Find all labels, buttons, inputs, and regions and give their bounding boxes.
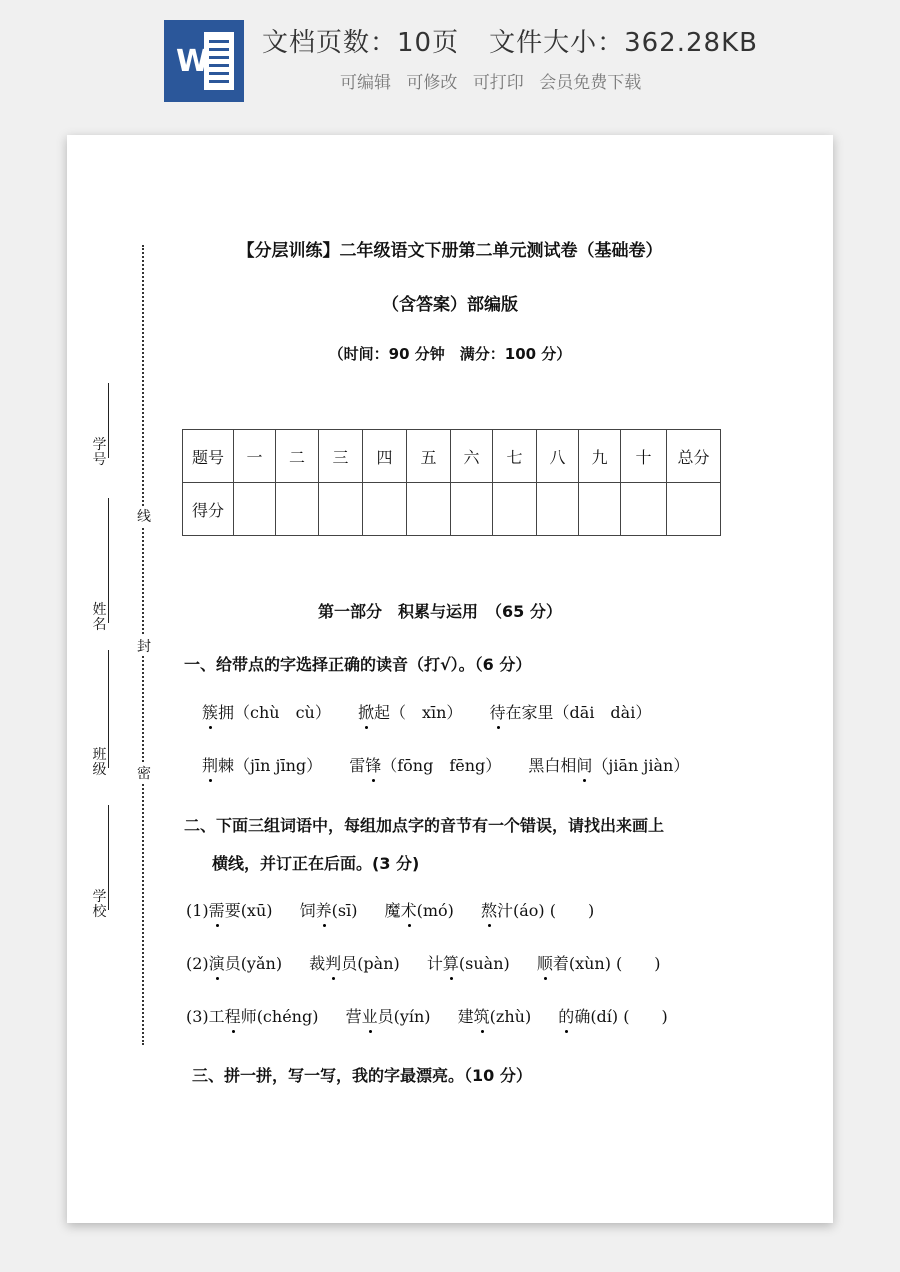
- student-id-blank: [108, 383, 109, 458]
- score-col-1: 一: [234, 430, 276, 483]
- score-cell: [234, 483, 276, 536]
- score-col-6: 六: [451, 430, 493, 483]
- score-cell: [493, 483, 537, 536]
- cut-mark-seal: 封: [137, 636, 151, 656]
- score-col-8: 八: [537, 430, 579, 483]
- q2-item: 熬汁(áo) ( ): [481, 898, 594, 921]
- name-label: 姓名: [92, 602, 107, 633]
- score-col-10: 十: [621, 430, 667, 483]
- feature-modifiable: 可修改: [406, 73, 458, 93]
- q2-item: 魔术(mó): [385, 898, 454, 921]
- q1-item: 雷锋（fōng fēng）: [349, 753, 501, 776]
- score-cell: [319, 483, 363, 536]
- download-banner: [0, 0, 900, 120]
- feature-list: [340, 68, 651, 93]
- score-cell: [407, 483, 451, 536]
- class-label: 班级: [92, 747, 107, 778]
- q2-item: 的确(dí) ( ): [558, 1004, 667, 1027]
- document-title: 【分层训练】二年级语文下册第二单元测试卷（基础卷）: [237, 241, 663, 261]
- q1-item: 待在家里（dāi dài）: [490, 700, 652, 723]
- score-cell: [579, 483, 621, 536]
- score-col-9: 九: [579, 430, 621, 483]
- q2-item: 裁判员(pàn): [309, 951, 400, 974]
- document-subtitle: （含答案）部编版: [382, 295, 518, 315]
- q2-item: 顺着(xùn) ( ): [537, 951, 661, 974]
- file-info: [262, 22, 788, 59]
- q2-row-3: [186, 1004, 668, 1027]
- feature-free-download: 会员免费下载: [539, 73, 642, 93]
- score-cell: [451, 483, 493, 536]
- school-label: 学校: [92, 889, 107, 920]
- q3-title: 三、拼一拼，写一写，我的字最漂亮。（10 分）: [192, 1066, 532, 1085]
- school-blank: [108, 805, 109, 910]
- q1-item: 簇拥（chù cù）: [202, 700, 331, 723]
- score-col-2: 二: [276, 430, 319, 483]
- score-cell: [537, 483, 579, 536]
- cut-mark-line: 线: [137, 506, 151, 526]
- q2-item: (1)需要(xū): [186, 898, 273, 921]
- q2-item: 饲养(sī): [300, 898, 358, 921]
- q1-row-1: [202, 700, 651, 723]
- score-cell: [667, 483, 721, 536]
- score-col-5: 五: [407, 430, 451, 483]
- exam-meta: （时间：90 分钟 满分：100 分）: [328, 345, 572, 363]
- feature-printable: 可打印: [472, 73, 524, 93]
- score-col-7: 七: [493, 430, 537, 483]
- student-id-label: 学号: [92, 437, 107, 468]
- part1-title: 第一部分 积累与运用 （65 分）: [318, 602, 562, 621]
- q2-row-1: [186, 898, 594, 921]
- q1-item: 荆棘（jīn jīng）: [202, 753, 322, 776]
- score-col-4: 四: [363, 430, 407, 483]
- feature-editable: 可编辑: [340, 73, 391, 93]
- q1-item: 掀起（ xīn）: [358, 700, 462, 723]
- q2-item: 计算(suàn): [427, 951, 510, 974]
- q2-item: 营业员(yín): [346, 1004, 431, 1027]
- score-row-label: 得分: [183, 483, 234, 536]
- score-cell: [276, 483, 319, 536]
- score-cell: [363, 483, 407, 536]
- q2-row-2: [186, 951, 661, 974]
- q2-title-cont: 横线，并订正在后面。(3 分): [212, 854, 420, 873]
- name-blank: [108, 498, 109, 623]
- score-table-score-row: [183, 483, 721, 536]
- file-size: 文件大小：362.28KB: [489, 28, 758, 58]
- q1-title: 一、给带点的字选择正确的读音（打√）。（6 分）: [184, 655, 532, 674]
- word-document-icon: W: [164, 20, 244, 102]
- page-count: 文档页数：10页: [262, 28, 460, 58]
- q1-item: 黑白相间（jiān jiàn）: [528, 753, 689, 776]
- score-col-3: 三: [319, 430, 363, 483]
- q1-row-2: [202, 753, 689, 776]
- q2-title: 二、下面三组词语中，每组加点字的音节有一个错误，请找出来画上: [184, 816, 665, 835]
- score-cell: [621, 483, 667, 536]
- q2-item: 建筑(zhù): [458, 1004, 532, 1027]
- score-col-total: 总分: [667, 430, 721, 483]
- score-table: [182, 429, 721, 536]
- cut-mark-secret: 密: [137, 763, 151, 783]
- q2-item: (3)工程师(chéng): [186, 1004, 318, 1027]
- class-blank: [108, 650, 109, 768]
- score-header-label: 题号: [183, 430, 234, 483]
- score-table-header-row: [183, 430, 721, 483]
- q2-item: (2)演员(yǎn): [186, 951, 282, 974]
